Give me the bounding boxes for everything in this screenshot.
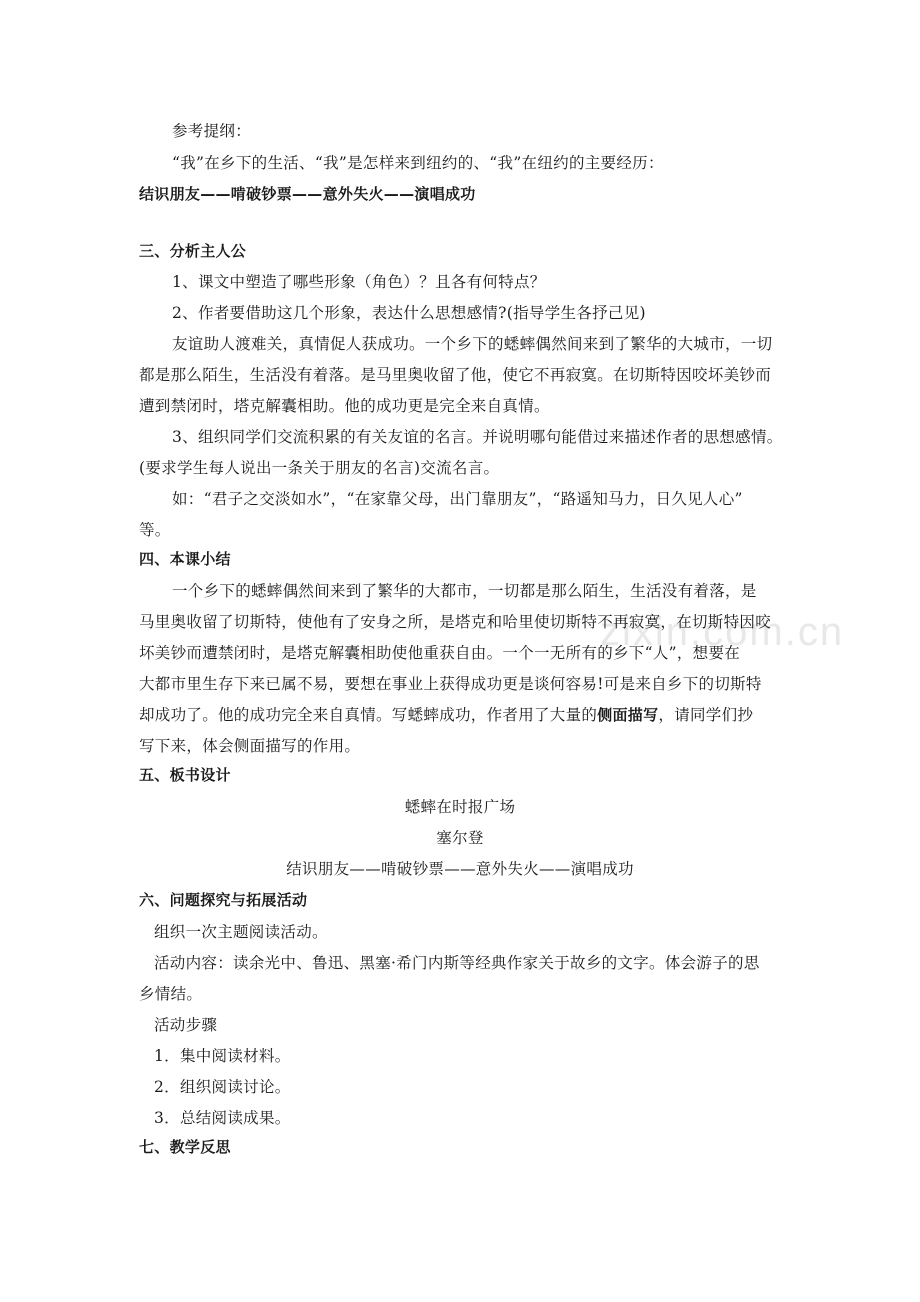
outline-chain: 结识朋友——啃破钞票——意外失火——演唱成功 — [139, 185, 476, 203]
outline-label: 参考提纲： — [172, 122, 252, 140]
section5-heading: 五、板书设计 — [139, 766, 231, 784]
watermark: zixin.com.cn — [600, 610, 845, 654]
section3-answer-line: 都是那么陌生，生活没有着落。是马里奥收留了他，使它不再寂寞。在切斯特因咬坏美钞而 — [139, 366, 772, 384]
section4-line: 一个乡下的蟋蟀偶然间来到了繁华的大都市，一切都是那么陌生，生活没有着落，是 — [172, 582, 757, 600]
section4-line: 坏美钞而遭禁闭时，是塔克解囊相助使他重获自由。一个一无所有的乡下“人”，想要在 — [139, 644, 741, 662]
section6-content-line: 活动内容：读余光中、鲁迅、黑塞·希门内斯等经典作家关于故乡的文字。体会游子的思 — [154, 954, 760, 972]
section3-q2: 2、作者要借助这几个形象，表达什么思想感情?(指导学生各抒己见) — [172, 304, 646, 322]
section3-answer-line: 遭到禁闭时，塔克解囊相助。他的成功更是完全来自真情。 — [139, 397, 550, 415]
section3-heading: 三、分析主人公 — [139, 242, 247, 260]
section4-line-text: 却成功了。他的成功完全来自真情。写蟋蟀成功，作者用了大量的 — [139, 706, 598, 724]
section6-step: 1．集中阅读材料。 — [154, 1047, 291, 1065]
section4-line: 大都市里生存下来已属不易，要想在事业上获得成功更是谈何容易!可是来自乡下的切斯特 — [139, 675, 762, 693]
section3-example-line: 等。 — [139, 521, 171, 539]
section3-q3-line: 3、组织同学们交流积累的有关友谊的名言。并说明哪句能借过来描述作者的思想感情。 — [172, 428, 783, 446]
section4-line — [139, 704, 753, 726]
section6-intro: 组织一次主题阅读活动。 — [154, 923, 328, 941]
section3-answer-line: 友谊助人渡难关，真情促人获成功。一个乡下的蟋蟀偶然间来到了繁华的大城市，一切 — [172, 335, 773, 353]
section3-q3-line: (要求学生每人说出一条关于朋友的名言)交流名言。 — [139, 459, 500, 477]
section3-example-line: 如：“君子之交淡如水”，“在家靠父母，出门靠朋友”，“路遥知马力，日久见人心” — [172, 490, 743, 508]
section4-line-text: ，请同学们抄 — [658, 706, 754, 724]
section4-heading: 四、本课小结 — [139, 550, 231, 568]
section6-content-line: 乡情结。 — [139, 985, 203, 1003]
section7-heading: 七、教学反思 — [139, 1138, 231, 1156]
section6-steps-label: 活动步骤 — [154, 1016, 218, 1034]
section6-step: 3．总结阅读成果。 — [154, 1109, 291, 1127]
section6-heading: 六、问题探究与拓展活动 — [139, 891, 308, 909]
board-author: 塞尔登 — [436, 829, 484, 847]
section4-line: 写下来，体会侧面描写的作用。 — [139, 737, 361, 755]
section6-step: 2．组织阅读讨论。 — [154, 1078, 291, 1096]
board-title: 蟋蟀在时报广场 — [404, 798, 516, 816]
section3-q1: 1、课文中塑造了哪些形象（角色）？且各有何特点？ — [172, 273, 546, 291]
outline-text: “我”在乡下的生活、“我”是怎样来到纽约的、“我”在纽约的主要经历： — [172, 154, 664, 172]
board-chain: 结识朋友——啃破钞票——意外失火——演唱成功 — [286, 860, 634, 878]
section4-line: 马里奥收留了切斯特，使他有了安身之所，是塔克和哈里使切斯特不再寂寞，在切斯特因咬 — [139, 613, 772, 631]
section4-bold-term: 侧面描写 — [597, 706, 659, 724]
